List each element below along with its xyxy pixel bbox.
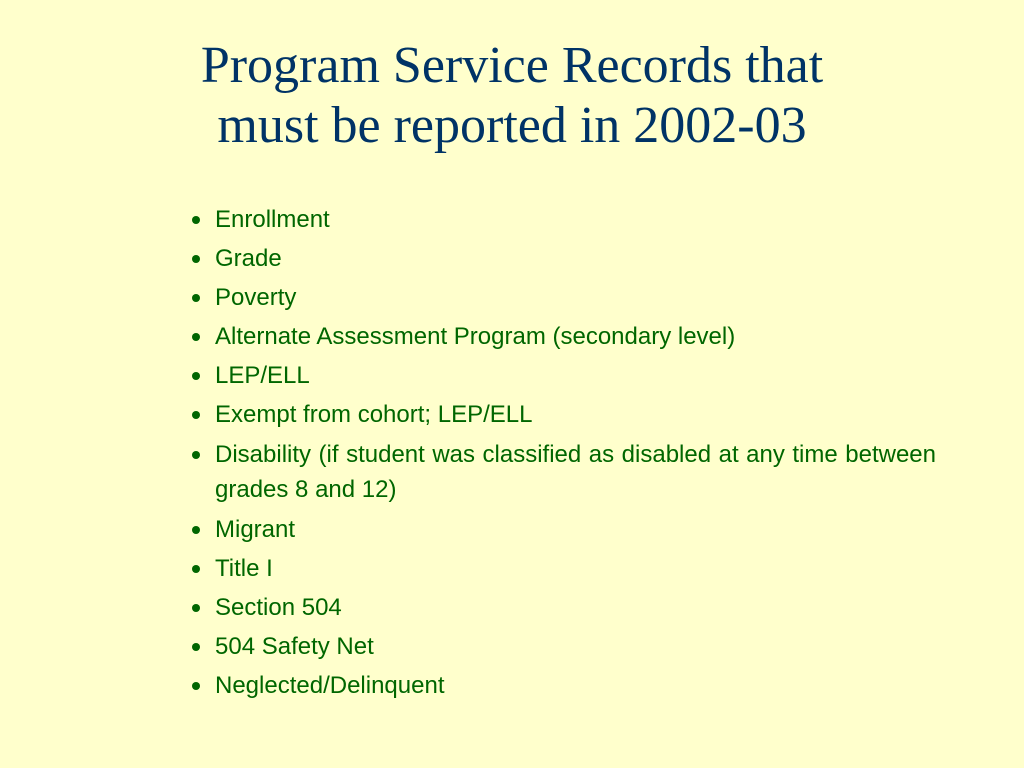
- bullet-text: 504 Safety Net: [215, 633, 374, 660]
- bullet-text: Disability (if student was classified as disabled at any time between grades 8 and 12): [215, 441, 936, 503]
- bullet-text: Section 504: [215, 594, 342, 621]
- bullet-item-neglected-delinquent: [190, 669, 936, 702]
- bullet-text: LEP/ELL: [215, 362, 310, 389]
- bullet-item-title-i: [190, 552, 936, 585]
- bullet-text: Alternate Assessment Program (secondary level): [215, 323, 736, 350]
- bullet-dot-icon: [192, 255, 200, 263]
- bullet-item-poverty: [190, 281, 936, 314]
- bullet-text: Grade: [215, 245, 282, 272]
- bullet-text: Exempt from cohort; LEP/ELL: [215, 401, 533, 428]
- bullet-dot-icon: [192, 565, 200, 573]
- slide-title-line-1: Program Service Records that: [200, 37, 824, 94]
- bullet-text: Poverty: [215, 284, 297, 311]
- bullet-dot-icon: [192, 216, 200, 224]
- bullet-dot-icon: [192, 526, 200, 534]
- bullet-dot-icon: [192, 682, 200, 690]
- bullet-item-alternate-assessment: [190, 320, 936, 353]
- bullet-item-504-safety-net: [190, 630, 936, 663]
- bullet-item-grade: [190, 242, 936, 275]
- bullet-item-enrollment: [190, 203, 936, 236]
- bullet-text: Migrant: [215, 516, 296, 543]
- slide-title-line-2: must be reported in 2002-03: [217, 97, 807, 154]
- bullet-dot-icon: [192, 372, 200, 380]
- bullet-dot-icon: [192, 604, 200, 612]
- bullet-list: [190, 203, 936, 708]
- bullet-dot-icon: [192, 451, 200, 459]
- bullet-item-section-504: [190, 591, 936, 624]
- bullet-item-migrant: [190, 513, 936, 546]
- bullet-item-lep-ell: [190, 359, 936, 392]
- bullet-text: Neglected/Delinquent: [215, 672, 445, 699]
- slide-title: [80, 36, 944, 156]
- bullet-text: Enrollment: [215, 206, 330, 233]
- bullet-dot-icon: [192, 643, 200, 651]
- bullet-dot-icon: [192, 333, 200, 341]
- bullet-item-disability: [190, 437, 936, 507]
- bullet-dot-icon: [192, 294, 200, 302]
- bullet-dot-icon: [192, 411, 200, 419]
- bullet-item-exempt-from-cohort: [190, 398, 936, 431]
- bullet-text: Title I: [215, 555, 273, 582]
